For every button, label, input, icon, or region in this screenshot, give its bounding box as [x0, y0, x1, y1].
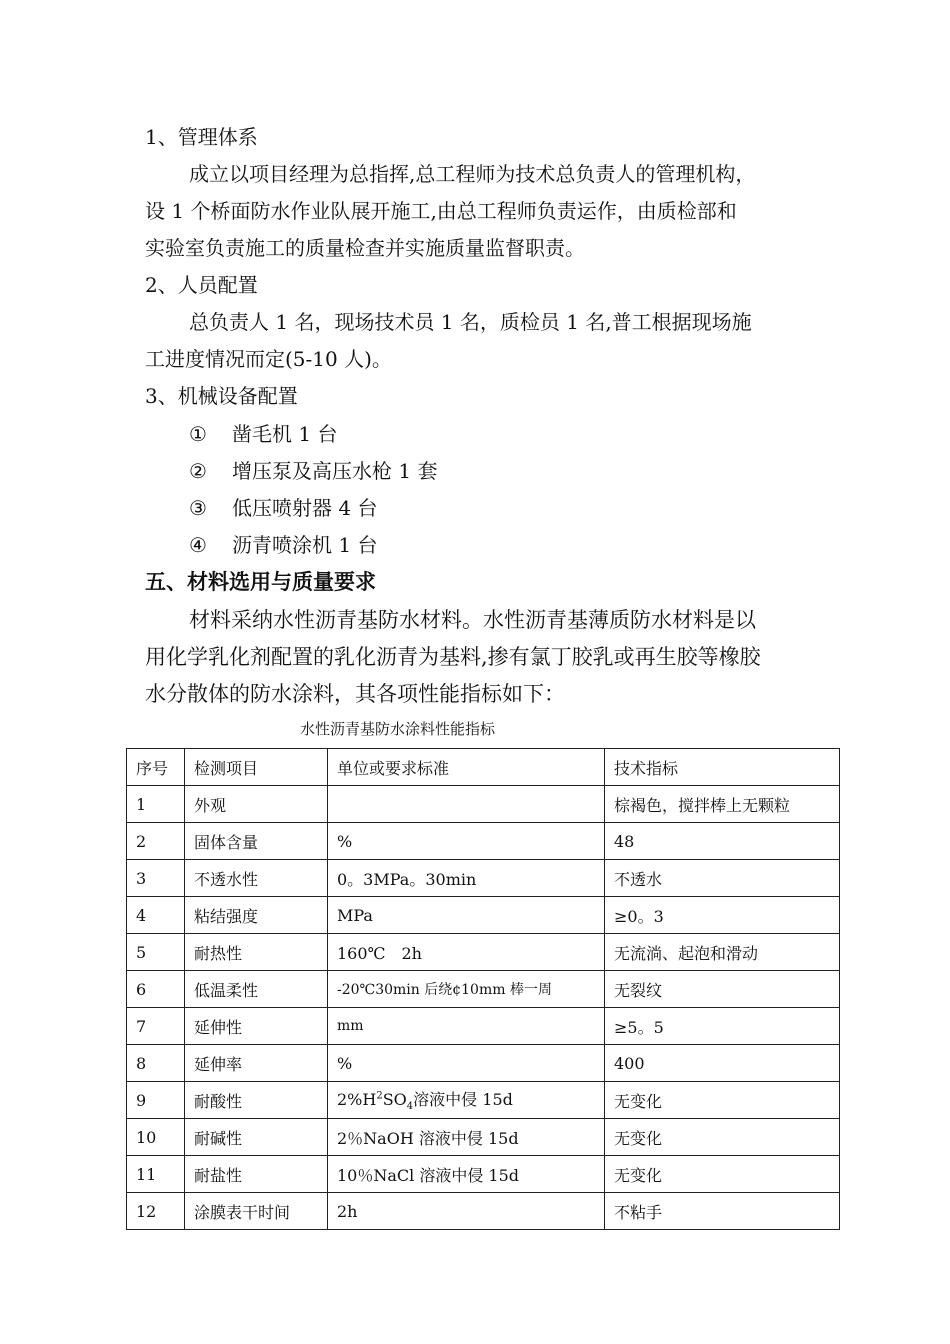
table-cell: 2h	[328, 1193, 605, 1230]
table-row	[127, 823, 840, 860]
table-cell: 固体含量	[185, 823, 328, 860]
table-cell: mm	[328, 1008, 605, 1045]
header-cell: 技术指标	[605, 749, 840, 786]
equipment-item	[189, 530, 377, 560]
header-cell: 单位或要求标准	[328, 749, 605, 786]
table-cell: 无变化	[605, 1119, 840, 1156]
table-cell: %	[328, 1045, 605, 1082]
table-row	[127, 897, 840, 934]
table-row	[127, 1082, 840, 1119]
table-row	[127, 1008, 840, 1045]
section-5-paragraph-line: 材料采纳水性沥青基防水材料。水性沥青基薄质防水材料是以	[189, 608, 756, 632]
table-row	[127, 1119, 840, 1156]
equipment-number: ②	[189, 459, 207, 483]
table-row	[127, 1193, 840, 1230]
table-caption: 水性沥青基防水涂料性能指标	[300, 720, 496, 738]
table-cell: ≥0。3	[605, 897, 840, 934]
table-cell: 8	[127, 1045, 185, 1082]
formula-part: 溶液中侵 15d	[413, 1090, 513, 1110]
table-cell: 外观	[185, 786, 328, 823]
table-cell: 不粘手	[605, 1193, 840, 1230]
section-2-paragraph-line: 工进度情况而定(5-10 人)。	[145, 347, 392, 371]
table-row	[127, 1156, 840, 1193]
table-cell: MPa	[328, 897, 605, 934]
table-cell: 耐热性	[185, 934, 328, 971]
table-cell: 无裂纹	[605, 971, 840, 1008]
table-cell: 无变化	[605, 1156, 840, 1193]
section-5-heading: 五、材料选用与质量要求	[145, 569, 376, 594]
section-1-paragraph-line: 实验室负责施工的质量检查并实施质量监督职责。	[145, 236, 585, 260]
table-cell: 5	[127, 934, 185, 971]
equipment-number: ③	[189, 496, 207, 520]
table-cell: 无变化	[605, 1082, 840, 1119]
table-cell: 涂膜表干时间	[185, 1193, 328, 1230]
table-cell: 无流淌、起泡和滑动	[605, 934, 840, 971]
table-cell: 3	[127, 860, 185, 897]
table-cell: 9	[127, 1082, 185, 1119]
table-cell: 400	[605, 1045, 840, 1082]
table-cell: 耐盐性	[185, 1156, 328, 1193]
equipment-number: ①	[189, 422, 207, 446]
section-3-heading: 3、机械设备配置	[145, 384, 298, 408]
table-row	[127, 860, 840, 897]
equipment-item	[189, 456, 437, 486]
table-cell: 12	[127, 1193, 185, 1230]
table-cell: 7	[127, 1008, 185, 1045]
table-row	[127, 934, 840, 971]
section-1-heading: 1、管理体系	[145, 125, 258, 149]
table-cell: 粘结强度	[185, 897, 328, 934]
equipment-text: 沥青喷涂机 1 台	[232, 533, 378, 557]
section-1-paragraph-line: 成立以项目经理为总指挥,总工程师为技术总负责人的管理机构，	[189, 162, 756, 186]
section-5-paragraph-line: 用化学乳化剂配置的乳化沥青为基料,掺有氯丁胶乳或再生胶等橡胶	[145, 645, 761, 669]
table-cell: 48	[605, 823, 840, 860]
table-cell: -20℃30min 后绕¢10mm 棒一周	[328, 971, 605, 1008]
equipment-item	[189, 419, 337, 449]
section-5-paragraph-line: 水分散体的防水涂料，其各项性能指标如下：	[145, 682, 565, 706]
table-cell: 10％NaCl 溶液中侵 15d	[328, 1156, 605, 1193]
section-2-heading: 2、人员配置	[145, 273, 258, 297]
formula-subscript: 4	[406, 1101, 414, 1113]
header-cell: 序号	[127, 749, 185, 786]
equipment-text: 增压泵及高压水枪 1 套	[232, 459, 438, 483]
table-cell: 10	[127, 1119, 185, 1156]
table-cell: 延伸性	[185, 1008, 328, 1045]
formula-part: 2%H	[337, 1090, 377, 1110]
table-cell: 延伸率	[185, 1045, 328, 1082]
table-cell: 2％NaOH 溶液中侵 15d	[328, 1119, 605, 1156]
table-row	[127, 971, 840, 1008]
formula-superscript: 2	[376, 1091, 383, 1103]
formula-part: SO	[382, 1090, 407, 1110]
table-cell: ≥5。5	[605, 1008, 840, 1045]
table-cell-formula	[328, 1082, 605, 1119]
table-cell: 棕褐色，搅拌棒上无颗粒	[605, 786, 840, 823]
table-row	[127, 786, 840, 823]
table-cell: %	[328, 823, 605, 860]
table-cell: 11	[127, 1156, 185, 1193]
table-cell: 耐酸性	[185, 1082, 328, 1119]
table-cell: 2	[127, 823, 185, 860]
header-cell: 检测项目	[185, 749, 328, 786]
equipment-text: 凿毛机 1 台	[232, 422, 338, 446]
table-cell: 1	[127, 786, 185, 823]
table-cell: 低温柔性	[185, 971, 328, 1008]
table-cell: 6	[127, 971, 185, 1008]
table-cell: 0。3MPa。30min	[328, 860, 605, 897]
performance-table	[126, 748, 840, 1230]
equipment-number: ④	[189, 533, 207, 557]
table-cell: 4	[127, 897, 185, 934]
equipment-text: 低压喷射器 4 台	[232, 496, 378, 520]
table-cell: 不透水性	[185, 860, 328, 897]
table-cell: 160℃ 2h	[328, 934, 605, 971]
table-row	[127, 1045, 840, 1082]
table-cell: 不透水	[605, 860, 840, 897]
table-cell	[328, 786, 605, 823]
table-cell: 耐碱性	[185, 1119, 328, 1156]
section-1-paragraph-line: 设 1 个桥面防水作业队展开施工,由总工程师负责运作，由质检部和	[145, 199, 737, 223]
section-2-paragraph-line: 总负责人 1 名，现场技术员 1 名，质检员 1 名,普工根据现场施	[189, 310, 752, 334]
equipment-item	[189, 493, 377, 523]
table-header-row	[127, 749, 840, 786]
